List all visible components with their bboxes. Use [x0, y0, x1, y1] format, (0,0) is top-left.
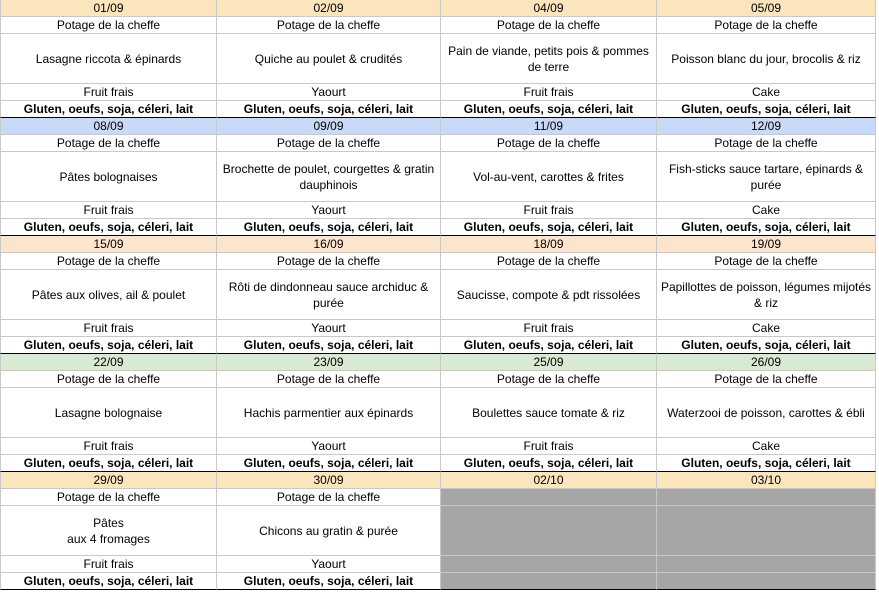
allergen-cell[interactable]: Gluten, oeufs, soja, céleri, lait — [217, 337, 441, 354]
date-cell[interactable]: 22/09 — [0, 354, 217, 371]
allergen-cell[interactable] — [657, 573, 876, 590]
date-cell[interactable]: 03/10 — [657, 472, 876, 489]
main-dish-cell[interactable]: Pâtes aux 4 fromages — [0, 506, 217, 556]
allergen-cell[interactable]: Gluten, oeufs, soja, céleri, lait — [441, 337, 657, 354]
date-cell[interactable]: 16/09 — [217, 236, 441, 253]
main-dish-cell[interactable]: Chicons au gratin & purée — [217, 506, 441, 556]
allergen-cell[interactable]: Gluten, oeufs, soja, céleri, lait — [657, 337, 876, 354]
main-dish-cell[interactable]: Poisson blanc du jour, brocolis & riz — [657, 34, 876, 84]
allergen-cell[interactable]: Gluten, oeufs, soja, céleri, lait — [441, 455, 657, 472]
allergen-cell[interactable]: Gluten, oeufs, soja, céleri, lait — [0, 573, 217, 590]
soup-cell[interactable]: Potage de la cheffe — [657, 371, 876, 388]
week-block — [0, 0, 876, 118]
soup-cell[interactable]: Potage de la cheffe — [0, 253, 217, 270]
dessert-cell[interactable]: Yaourt — [217, 202, 441, 219]
dessert-cell[interactable]: Fruit frais — [441, 438, 657, 455]
soup-row — [0, 135, 876, 152]
soup-row — [0, 17, 876, 34]
dessert-cell[interactable]: Yaourt — [217, 556, 441, 573]
main-dish-cell[interactable]: Saucisse, compote & pdt rissolées — [441, 270, 657, 320]
dessert-cell[interactable]: Cake — [657, 84, 876, 101]
allergen-cell[interactable]: Gluten, oeufs, soja, céleri, lait — [217, 101, 441, 118]
allergen-row — [0, 455, 876, 472]
date-row — [0, 472, 876, 489]
main-dish-cell[interactable]: Brochette de poulet, courgettes & gratin dauphinois — [217, 152, 441, 202]
allergen-row — [0, 573, 876, 590]
allergen-cell[interactable]: Gluten, oeufs, soja, céleri, lait — [657, 455, 876, 472]
week-block — [0, 472, 876, 590]
main-row — [0, 34, 876, 84]
date-row — [0, 354, 876, 371]
main-dish-cell[interactable]: Vol-au-vent, carottes & frites — [441, 152, 657, 202]
date-row — [0, 118, 876, 135]
date-cell[interactable]: 19/09 — [657, 236, 876, 253]
week-block — [0, 354, 876, 472]
date-cell[interactable]: 25/09 — [441, 354, 657, 371]
allergen-cell[interactable]: Gluten, oeufs, soja, céleri, lait — [657, 219, 876, 236]
soup-cell[interactable]: Potage de la cheffe — [0, 135, 217, 152]
soup-cell[interactable]: Potage de la cheffe — [217, 253, 441, 270]
main-dish-cell[interactable]: Waterzooi de poisson, carottes & ébli — [657, 388, 876, 438]
soup-cell[interactable]: Potage de la cheffe — [217, 135, 441, 152]
main-row — [0, 506, 876, 556]
main-dish-cell[interactable]: Lasagne riccota & épinards — [0, 34, 217, 84]
date-cell[interactable]: 12/09 — [657, 118, 876, 135]
soup-cell[interactable] — [657, 489, 876, 506]
soup-row — [0, 371, 876, 388]
dessert-cell[interactable]: Cake — [657, 202, 876, 219]
allergen-cell[interactable]: Gluten, oeufs, soja, céleri, lait — [657, 101, 876, 118]
soup-row — [0, 253, 876, 270]
allergen-cell[interactable]: Gluten, oeufs, soja, céleri, lait — [441, 101, 657, 118]
allergen-cell[interactable]: Gluten, oeufs, soja, céleri, lait — [0, 337, 217, 354]
dessert-cell[interactable]: Fruit frais — [441, 320, 657, 337]
dessert-cell[interactable]: Fruit frais — [441, 202, 657, 219]
dessert-row — [0, 438, 876, 455]
dessert-cell[interactable]: Fruit frais — [0, 556, 217, 573]
soup-cell[interactable]: Potage de la cheffe — [441, 253, 657, 270]
dessert-cell[interactable]: Yaourt — [217, 438, 441, 455]
date-cell[interactable]: 02/10 — [441, 472, 657, 489]
soup-cell[interactable]: Potage de la cheffe — [657, 135, 876, 152]
week-block — [0, 236, 876, 354]
soup-cell[interactable]: Potage de la cheffe — [657, 253, 876, 270]
dessert-cell[interactable]: Cake — [657, 320, 876, 337]
dessert-cell[interactable] — [441, 556, 657, 573]
dessert-cell[interactable]: Yaourt — [217, 320, 441, 337]
date-cell[interactable]: 04/09 — [441, 0, 657, 17]
date-cell[interactable]: 29/09 — [0, 472, 217, 489]
week-block — [0, 118, 876, 236]
date-cell[interactable]: 02/09 — [217, 0, 441, 17]
soup-cell[interactable]: Potage de la cheffe — [657, 17, 876, 34]
dessert-cell[interactable]: Fruit frais — [0, 202, 217, 219]
soup-cell[interactable]: Potage de la cheffe — [217, 489, 441, 506]
main-dish-cell[interactable]: Pâtes aux olives, ail & poulet — [0, 270, 217, 320]
main-dish-cell[interactable] — [657, 506, 876, 556]
date-cell[interactable]: 09/09 — [217, 118, 441, 135]
dessert-cell[interactable]: Fruit frais — [0, 320, 217, 337]
main-dish-cell[interactable]: Papillottes de poisson, légumes mijotés & riz — [657, 270, 876, 320]
soup-cell[interactable]: Potage de la cheffe — [0, 17, 217, 34]
dessert-cell[interactable]: Fruit frais — [0, 84, 217, 101]
dessert-cell[interactable]: Yaourt — [217, 84, 441, 101]
soup-cell[interactable]: Potage de la cheffe — [0, 371, 217, 388]
main-dish-cell[interactable]: Boulettes sauce tomate & riz — [441, 388, 657, 438]
soup-cell[interactable]: Potage de la cheffe — [441, 17, 657, 34]
main-dish-cell[interactable]: Hachis parmentier aux épinards — [217, 388, 441, 438]
main-dish-cell[interactable]: Pain de viande, petits pois & pommes de terre — [441, 34, 657, 84]
allergen-cell[interactable] — [441, 573, 657, 590]
main-dish-cell[interactable]: Lasagne bolognaise — [0, 388, 217, 438]
dessert-row — [0, 556, 876, 573]
date-cell[interactable]: 26/09 — [657, 354, 876, 371]
allergen-row — [0, 337, 876, 354]
date-cell[interactable]: 05/09 — [657, 0, 876, 17]
main-row — [0, 388, 876, 438]
allergen-cell[interactable]: Gluten, oeufs, soja, céleri, lait — [217, 455, 441, 472]
soup-cell[interactable]: Potage de la cheffe — [217, 17, 441, 34]
allergen-cell[interactable]: Gluten, oeufs, soja, céleri, lait — [217, 219, 441, 236]
dessert-cell[interactable]: Fruit frais — [441, 84, 657, 101]
main-dish-cell[interactable]: Quiche au poulet & crudités — [217, 34, 441, 84]
allergen-row — [0, 219, 876, 236]
dessert-row — [0, 202, 876, 219]
allergen-cell[interactable]: Gluten, oeufs, soja, céleri, lait — [0, 101, 217, 118]
main-dish-cell[interactable]: Rôti de dindonneau sauce archiduc & purée — [217, 270, 441, 320]
allergen-cell[interactable]: Gluten, oeufs, soja, céleri, lait — [0, 219, 217, 236]
date-cell[interactable]: 18/09 — [441, 236, 657, 253]
soup-cell[interactable]: Potage de la cheffe — [441, 135, 657, 152]
main-dish-cell[interactable] — [441, 506, 657, 556]
dessert-row — [0, 320, 876, 337]
dessert-row — [0, 84, 876, 101]
allergen-cell[interactable]: Gluten, oeufs, soja, céleri, lait — [441, 219, 657, 236]
allergen-row — [0, 101, 876, 118]
soup-row — [0, 489, 876, 506]
soup-cell[interactable]: Potage de la cheffe — [217, 371, 441, 388]
main-dish-cell[interactable]: Pâtes bolognaises — [0, 152, 217, 202]
date-cell[interactable]: 30/09 — [217, 472, 441, 489]
date-cell[interactable]: 23/09 — [217, 354, 441, 371]
date-cell[interactable]: 01/09 — [0, 0, 217, 17]
dessert-cell[interactable]: Cake — [657, 438, 876, 455]
date-row — [0, 0, 876, 17]
date-cell[interactable]: 08/09 — [0, 118, 217, 135]
date-cell[interactable]: 15/09 — [0, 236, 217, 253]
allergen-cell[interactable]: Gluten, oeufs, soja, céleri, lait — [0, 455, 217, 472]
date-row — [0, 236, 876, 253]
dessert-cell[interactable]: Fruit frais — [0, 438, 217, 455]
soup-cell[interactable]: Potage de la cheffe — [0, 489, 217, 506]
main-row — [0, 152, 876, 202]
main-dish-cell[interactable]: Fish-sticks sauce tartare, épinards & purée — [657, 152, 876, 202]
soup-cell[interactable] — [441, 489, 657, 506]
dessert-cell[interactable] — [657, 556, 876, 573]
soup-cell[interactable]: Potage de la cheffe — [441, 371, 657, 388]
main-row — [0, 270, 876, 320]
date-cell[interactable]: 11/09 — [441, 118, 657, 135]
allergen-cell[interactable]: Gluten, oeufs, soja, céleri, lait — [217, 573, 441, 590]
